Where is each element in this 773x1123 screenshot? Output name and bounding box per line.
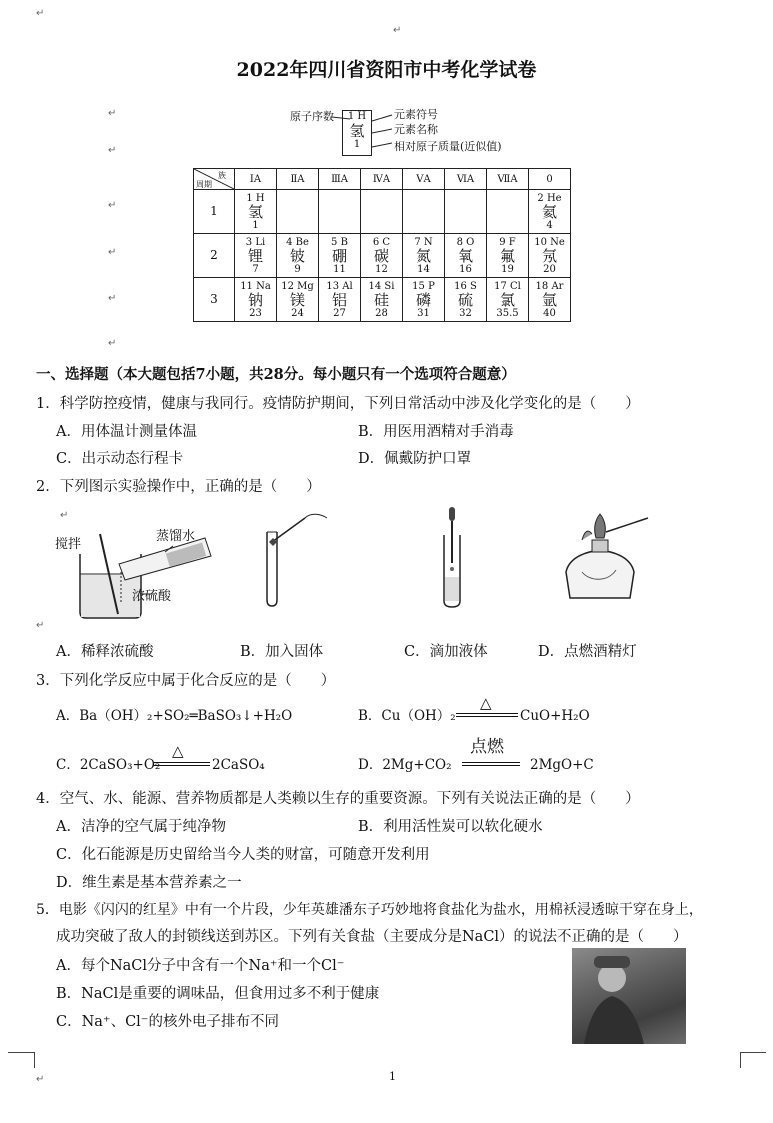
element-cell [235,278,277,322]
element-cell [319,278,361,322]
q2-option-d: D．点燃酒精灯 [538,644,637,660]
element-cell [487,234,529,278]
q3-option-a: A．Ba（OH）₂+SO₂═BaSO₃↓+H₂O [56,708,293,724]
element-cell [361,234,403,278]
element-cell [403,190,445,234]
element-name: 硼 [331,246,347,265]
element-mass: 1 [252,219,259,231]
q2-option-b: B．加入固体 [240,644,324,660]
q5-option-b: B．NaCl是重要的调味品，但食用过多不利于健康 [56,986,380,1002]
periodic-table-wrap [193,168,571,322]
element-cell [361,278,403,322]
period-label: 3 [194,278,235,322]
q4-option-b: B．利用活性炭可以软化硬水 [358,819,543,835]
element-mass: 35.5 [496,307,519,319]
element-name: 磷 [415,290,431,309]
q1-option-c: C．出示动态行程卡 [56,451,184,467]
q3-option-d-equals [462,762,520,766]
group-header: ⅣA [361,169,403,190]
legend-atomic-number-label: 原子序数 [290,110,334,123]
q4-option-d: D．维生素是基本营养素之一 [56,875,242,891]
element-name: 硅 [373,290,389,309]
element-mass: 9 [294,263,301,275]
element-name: 硫 [457,290,473,309]
paragraph-mark: ↵ [393,25,402,36]
q5-stem-line2: 成功突破了敌人的封锁线送到苏区。下列有关食盐（主要成分是NaCl）的说法不正确的是（ ） [56,929,688,945]
q4-stem: 4．空气、水、能源、营养物质都是人类赖以生存的重要资源。下列有关说法正确的是（ ） [36,791,640,807]
element-cell [319,234,361,278]
paragraph-mark: ↵ [36,8,45,19]
element-symbol: 8 O [456,236,475,248]
corner-period-label: 周期 [196,180,212,189]
element-name: 铍 [289,246,305,265]
element-symbol: 15 P [412,280,435,292]
element-name: 氟 [499,246,515,265]
q3-option-b-left: B．Cu（OH）₂ [358,708,456,724]
q3-option-c-condition: △ [172,742,184,760]
paragraph-mark: ↵ [108,338,117,349]
group-header: ⅤA [403,169,445,190]
element-mass: 16 [459,263,472,275]
element-cell [403,278,445,322]
figure-add-solid [255,508,335,610]
element-cell [487,190,529,234]
crop-mark [34,1052,35,1068]
element-name: 氯 [499,290,515,309]
q3-option-c-left: C．2CaSO₃+O₂ [56,757,161,773]
table-corner [194,169,235,190]
element-cell [445,190,487,234]
q4-option-a: A．洁净的空气属于纯净物 [56,819,226,835]
crop-mark [740,1052,766,1053]
element-mass: 20 [543,263,556,275]
paragraph-mark: ↵ [36,620,45,631]
element-cell [445,278,487,322]
q3-option-b-right: CuO+H₂O [520,708,590,724]
q1-option-d: D．佩戴防护口罩 [358,451,472,467]
element-name: 锂 [247,246,263,265]
element-symbol: 11 Na [240,280,271,292]
element-mass: 14 [417,263,430,275]
legend-sample-mass: 1 [353,139,361,150]
figure-label-acid: 浓硫酸 [132,589,172,604]
element-cell [487,278,529,322]
q1-stem: 1．科学防控疫情，健康与我同行。疫情防护期间，下列日常活动中涉及化学变化的是（ ） [36,396,640,412]
element-cell [277,278,319,322]
element-cell [277,234,319,278]
element-symbol: 17 Cl [494,280,521,292]
element-name: 钠 [247,290,263,309]
q3-option-b-condition: △ [480,694,492,712]
group-header: ⅥA [445,169,487,190]
paragraph-mark: ↵ [108,293,117,304]
crop-mark [740,1052,741,1068]
page-number: 1 [389,1070,396,1083]
element-cell [235,190,277,234]
q2-option-c: C．滴加液体 [404,644,488,660]
paragraph-mark: ↵ [108,247,117,258]
figure-label-water: 蒸馏水 [156,529,196,544]
element-mass: 7 [252,263,259,275]
element-mass: 32 [459,307,472,319]
element-cell [361,190,403,234]
element-cell [529,190,571,234]
element-symbol: 16 S [454,280,477,292]
element-mass: 27 [333,307,346,319]
element-symbol: 3 Li [245,236,266,248]
q5-stem-line1: 5．电影《闪闪的红星》中有一个片段，少年英雄潘东子巧妙地将食盐化为盐水，用棉袄浸透晾干穿在身上， [36,902,703,918]
element-mass: 4 [546,219,553,231]
group-header: ⅡA [277,169,319,190]
element-name: 碳 [373,246,389,265]
group-header: 0 [529,169,571,190]
paragraph-mark: ↵ [108,145,117,156]
q5-option-c: C．Na⁺、Cl⁻的核外电子排布不同 [56,1014,279,1030]
paragraph-mark: ↵ [60,510,69,521]
legend-symbol-label: 元素符号 [394,108,438,121]
element-name: 氮 [415,246,431,265]
q3-option-c-equals [154,762,210,766]
legend-sample-symbol: 1 H [347,111,367,122]
group-header: ⅠA [235,169,277,190]
page-title: 2022年四川省资阳市中考化学试卷 [236,59,537,81]
element-name: 镁 [289,290,305,309]
element-name: 铝 [331,290,347,309]
element-mass: 24 [291,307,304,319]
element-symbol: 10 Ne [534,236,565,248]
element-name: 氢 [247,202,263,221]
film-still-photo [572,948,686,1044]
element-symbol: 6 C [372,236,391,248]
element-mass: 31 [417,307,430,319]
element-mass: 19 [501,263,514,275]
q1-option-a: A．用体温计测量体温 [56,424,197,440]
element-name: 氩 [541,290,557,309]
element-symbol: 12 Mg [281,280,314,292]
element-cell [529,234,571,278]
element-symbol: 1 H [246,192,265,204]
element-name: 氦 [541,202,557,221]
section-heading: 一、选择题（本大题包括7小题，共28分。每小题只有一个选项符合题意） [36,366,516,383]
crop-mark [8,1052,34,1053]
element-mass: 23 [249,307,262,319]
q3-option-d-right: 2MgO+C [530,757,594,773]
q3-option-d-condition: 点燃 [470,737,504,757]
element-symbol: 5 B [331,236,348,248]
paragraph-mark: ↵ [108,108,117,119]
q2-option-a: A．稀释浓硫酸 [56,644,154,660]
element-name: 氖 [541,246,557,265]
element-symbol: 18 Ar [535,280,564,292]
period-label: 1 [194,190,235,234]
element-cell [319,190,361,234]
legend-name-label: 元素名称 [394,123,438,136]
figure-label-stir: 搅拌 [55,537,82,552]
legend-sample-name: 氢 [349,122,365,140]
q3-option-b-equals [456,713,518,717]
paragraph-mark: ↵ [108,200,117,211]
corner-group-label: 族 [218,171,226,180]
element-symbol: 2 He [537,192,562,204]
periodic-table [193,168,571,322]
element-mass: 12 [375,263,388,275]
q3-stem: 3．下列化学反应中属于化合反应的是（ ） [36,673,336,689]
element-cell [235,234,277,278]
element-cell [403,234,445,278]
q5-option-a: A．每个NaCl分子中含有一个Na⁺和一个Cl⁻ [56,958,345,974]
element-name: 氧 [457,246,473,265]
q3-option-c-right: 2CaSO₄ [212,757,265,773]
paragraph-mark: ↵ [36,1074,45,1085]
legend-mass-label: 相对原子质量(近似值) [394,140,502,153]
period-label: 2 [194,234,235,278]
element-symbol: 7 N [414,236,433,248]
element-symbol: 9 F [499,236,516,248]
element-mass: 11 [333,263,346,275]
element-symbol: 13 Al [326,280,353,292]
element-mass: 40 [543,307,556,319]
q1-option-b: B．用医用酒精对手消毒 [358,424,514,440]
q4-option-c: C．化石能源是历史留给当今人类的财富，可随意开发利用 [56,847,430,863]
figure-alcohol-lamp [552,512,652,604]
element-symbol: 4 Be [286,236,309,248]
group-header: ⅢA [319,169,361,190]
q2-stem: 2．下列图示实验操作中，正确的是（ ） [36,479,321,495]
element-symbol: 14 Si [368,280,395,292]
figure-drop-liquid [430,505,480,610]
q3-option-d-left: D．2Mg+CO₂ [358,757,452,773]
element-cell [445,234,487,278]
element-cell [529,278,571,322]
group-header: ⅦA [487,169,529,190]
element-mass: 28 [375,307,388,319]
element-cell [277,190,319,234]
